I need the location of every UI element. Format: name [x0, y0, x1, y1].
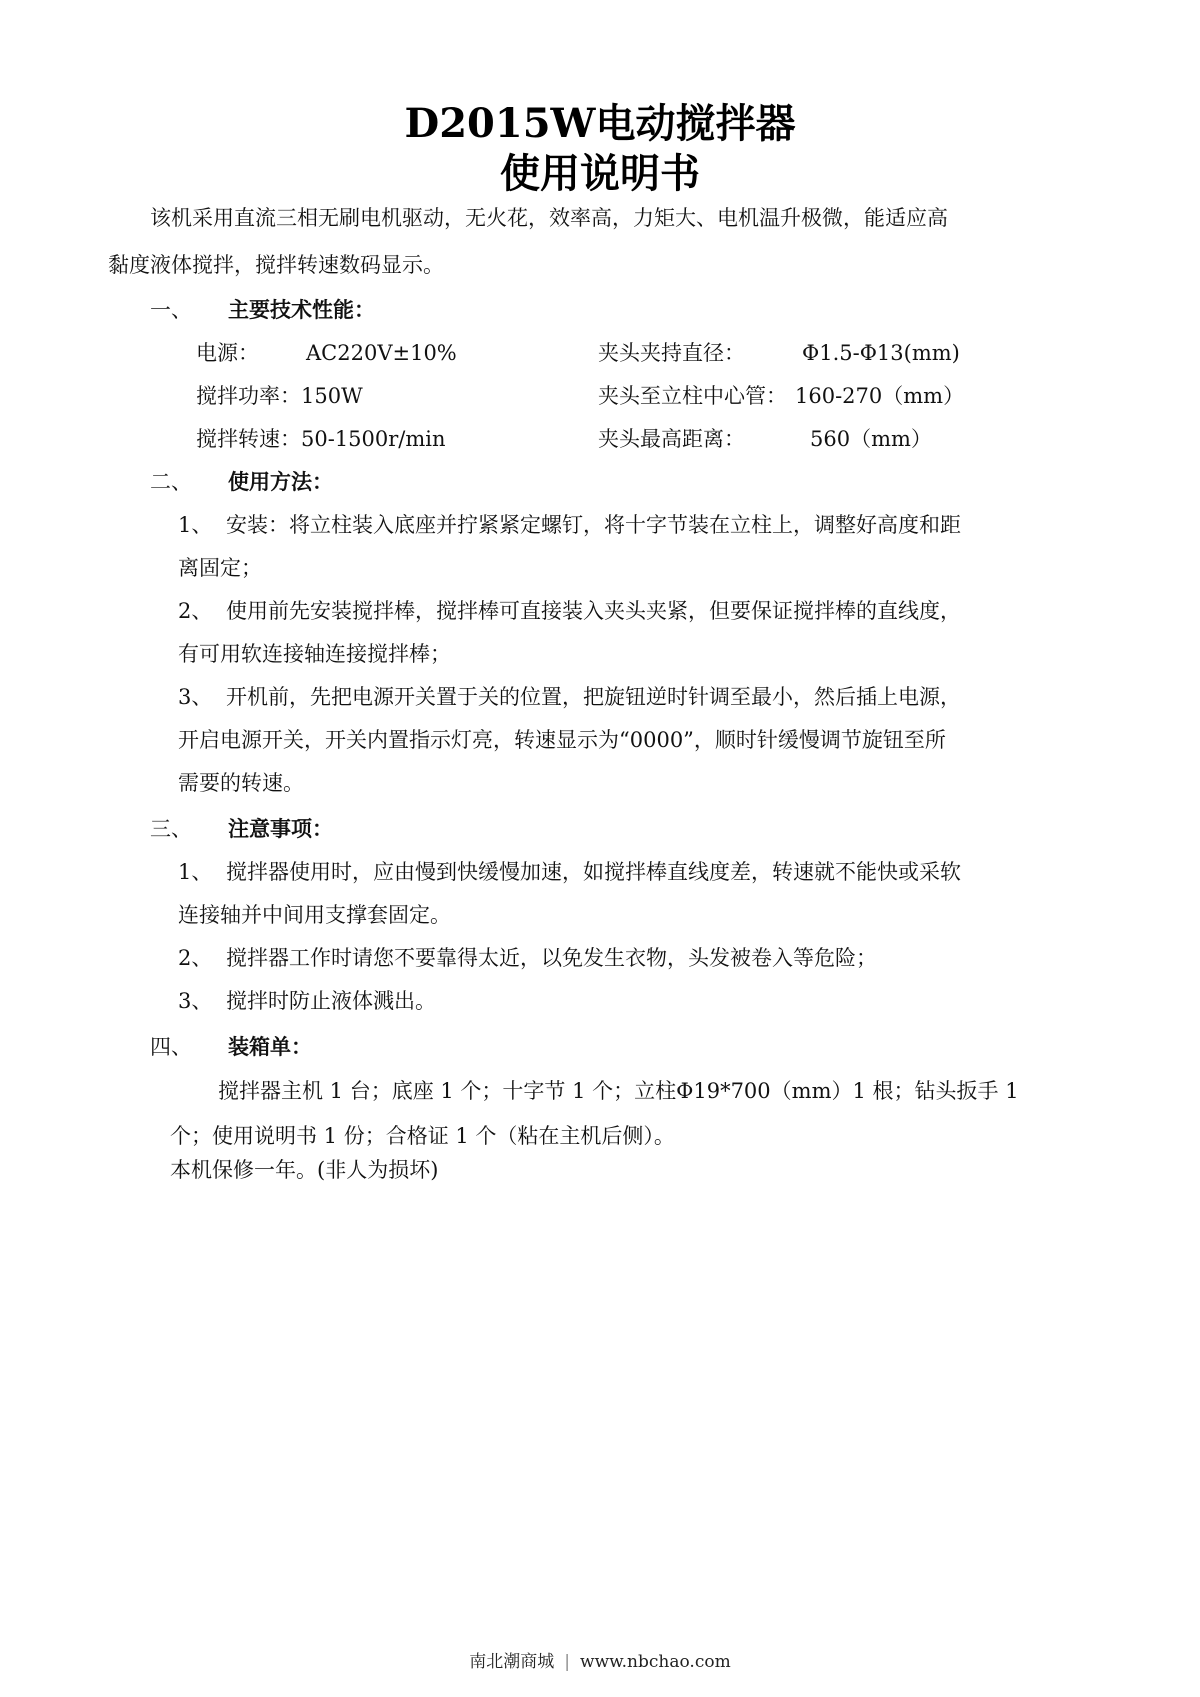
caution-item-1: [178, 857, 961, 887]
section-3-heading: [150, 814, 333, 844]
spec-label: 夹头夹持直径：: [598, 341, 745, 365]
usage-item-2: [178, 596, 961, 626]
section-1-heading: [150, 295, 375, 325]
section-2-heading: [150, 467, 333, 497]
spec-value: 50-1500r/min: [301, 427, 446, 451]
section-title: 装箱单：: [228, 1034, 312, 1059]
spec-value: Φ1.5-Φ13(mm): [802, 341, 960, 365]
spec-stirring-power: [196, 381, 363, 411]
intro-line-1: 该机采用直流三相无刷电机驱动，无火花，效率高，力矩大、电机温升极微，能适应高: [150, 206, 948, 230]
item-number: 3、: [178, 685, 213, 709]
packing-list-line-2: 个；使用说明书 1 份；合格证 1 个（粘在主机后侧）。: [170, 1124, 675, 1148]
spec-label: 搅拌转速：: [196, 427, 301, 451]
section-number: 一、: [150, 298, 192, 322]
warranty-note: 本机保修一年。(非人为损坏): [170, 1158, 439, 1182]
section-number: 三、: [150, 817, 192, 841]
item-number: 1、: [178, 860, 213, 884]
item-text: 开机前，先把电源开关置于关的位置，把旋钮逆时针调至最小，然后插上电源，: [226, 685, 961, 709]
packing-list-line-1: 搅拌器主机 1 台；底座 1 个；十字节 1 个；立柱Φ19*700（mm）1 根；钻头扳手 1: [218, 1079, 1019, 1103]
spec-chuck-max-distance: [598, 424, 932, 454]
usage-item-3-cont: 开启电源开关，开关内置指示灯亮，转速显示为“0000”，顺时针缓慢调节旋钮至所: [178, 728, 946, 752]
usage-item-3-cont-2: 需要的转速。: [178, 771, 304, 795]
spec-chuck-diameter: [598, 338, 960, 368]
document-subtitle: 使用说明书: [500, 150, 700, 197]
section-title: 注意事项：: [228, 816, 333, 841]
spec-stirring-speed: [196, 424, 446, 454]
spec-label: 夹头至立柱中心管：: [598, 384, 787, 408]
item-number: 2、: [178, 599, 213, 623]
section-number: 四、: [150, 1035, 192, 1059]
section-number: 二、: [150, 470, 192, 494]
item-number: 3、: [178, 989, 213, 1013]
item-text: 搅拌器使用时，应由慢到快缓慢加速，如搅拌棒直线度差，转速就不能快或采软: [226, 860, 961, 884]
usage-item-2-cont: 有可用软连接轴连接搅拌棒；: [178, 642, 451, 666]
caution-item-2: [178, 943, 877, 973]
page-footer: [0, 1647, 1200, 1672]
section-title: 使用方法：: [228, 469, 333, 494]
section-4-heading: [150, 1032, 312, 1062]
spec-power-source: [196, 338, 457, 368]
usage-item-3: [178, 682, 961, 712]
usage-item-1: [178, 510, 961, 540]
caution-item-3: [178, 986, 436, 1016]
section-title: 主要技术性能：: [228, 297, 375, 322]
spec-value: 150W: [301, 384, 363, 408]
spec-label: 电源：: [196, 341, 259, 365]
spec-value: 160-270（mm）: [795, 384, 965, 408]
spec-value: 560（mm）: [810, 427, 932, 451]
footer-brand: 南北潮商城: [469, 1652, 555, 1672]
spec-chuck-to-column: [598, 381, 964, 411]
footer-url[interactable]: www.nbchao.com: [580, 1652, 731, 1672]
item-text: 安装：将立柱装入底座并拧紧紧定螺钉，将十字节装在立柱上，调整好高度和距: [226, 513, 961, 537]
item-number: 2、: [178, 946, 213, 970]
item-text: 搅拌器工作时请您不要靠得太近，以免发生衣物，头发被卷入等危险；: [226, 946, 877, 970]
spec-label: 搅拌功率：: [196, 384, 301, 408]
document-title: D2015W电动搅拌器: [404, 100, 796, 147]
item-number: 1、: [178, 513, 213, 537]
usage-item-1-cont: 离固定；: [178, 556, 262, 580]
caution-item-1-cont: 连接轴并中间用支撑套固定。: [178, 903, 451, 927]
footer-separator: |: [564, 1652, 571, 1672]
spec-value: AC220V±10%: [306, 341, 457, 365]
spec-label: 夹头最高距离：: [598, 427, 745, 451]
item-text: 搅拌时防止液体溅出。: [226, 989, 436, 1013]
intro-line-2: 黏度液体搅拌，搅拌转速数码显示。: [108, 253, 444, 277]
item-text: 使用前先安装搅拌棒，搅拌棒可直接装入夹头夹紧，但要保证搅拌棒的直线度，: [226, 599, 961, 623]
